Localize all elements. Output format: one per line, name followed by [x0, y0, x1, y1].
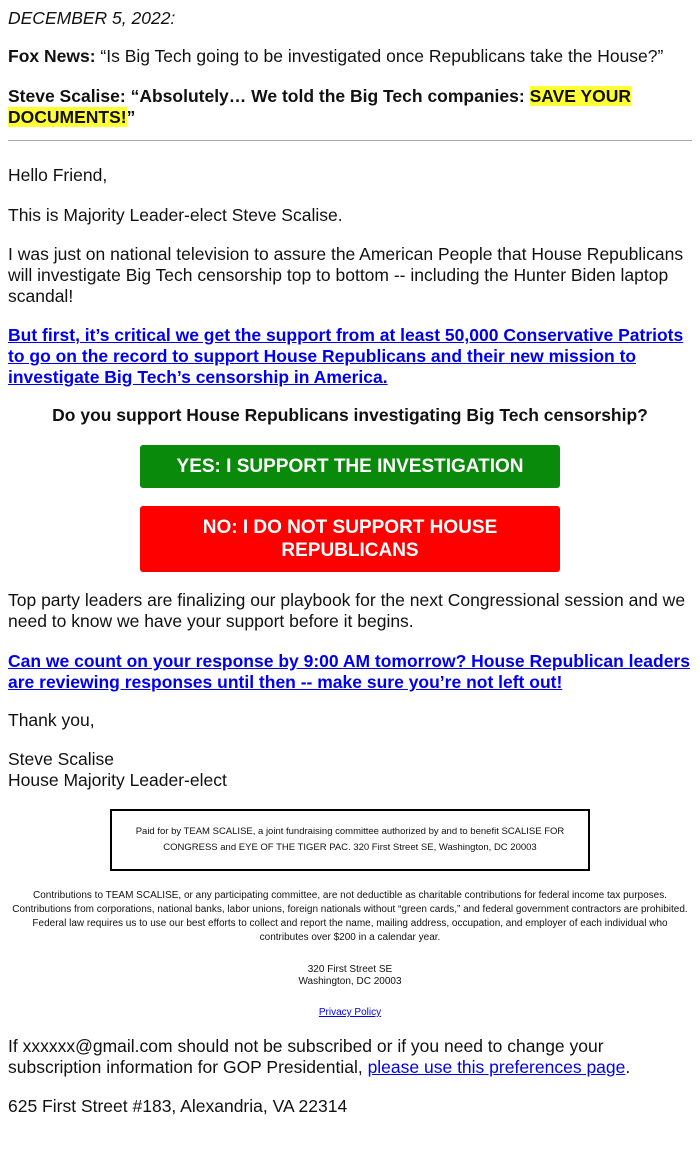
- fox-news-label: Fox News:: [8, 46, 96, 66]
- unsubscribe-text: [8, 1036, 692, 1078]
- preferences-link[interactable]: please use this preferences page: [367, 1057, 626, 1077]
- scalise-quote-text: Steve Scalise: “Absolutely… We told the Big Tech companies:: [8, 86, 530, 106]
- scalise-quote: [8, 86, 692, 128]
- fox-news-quote: [8, 46, 692, 67]
- deadline-link[interactable]: Can we count on your response by 9:00 AM tomorrow? House Republican leaders are reviewing responses until then -- make sure you’re not left out!: [8, 651, 690, 692]
- paid-for-text: Paid for by TEAM SCALISE, a joint fundraising committee authorized by and to benefit SCALISE FOR CONGRESS and EYE OF THE TIGER PAC. 320 First Street SE, Washington, DC 20003: [135, 826, 565, 853]
- thanks-text: Thank you,: [8, 710, 95, 730]
- address-line-2: Washington, DC 20003: [298, 976, 402, 987]
- save-documents-highlight: SAVE YOUR DOCUMENTS!: [8, 86, 632, 127]
- link-paragraph-support: [8, 325, 692, 388]
- greeting: Hello Friend,: [8, 165, 108, 185]
- address-line-1: 320 First Street SE: [307, 964, 393, 975]
- fox-news-question: “Is Big Tech going to be investigated once Republicans take the House?”: [95, 46, 664, 66]
- support-link[interactable]: But first, it’s critical we get the support from at least 50,000 Conservative Patriots to go on the record to support House Republicans and their new mission to investigate Big Tech’s censorship in America.: [8, 325, 684, 387]
- yes-button-label: YES: I SUPPORT THE INVESTIGATION: [176, 456, 524, 477]
- yes-support-button[interactable]: [140, 445, 560, 488]
- signature-name: Steve Scalise: [8, 749, 115, 769]
- no-button-label: NO: I DO NOT SUPPORT HOUSE REPUBLICANS: [202, 517, 498, 561]
- subscription-notice: If xxxxxx@gmail.com should not be subscribed or if you need to change your subscription information for GOP Presidential,: [8, 1036, 604, 1077]
- survey-question: Do you support House Republicans investigating Big Tech censorship?: [52, 405, 648, 425]
- paragraph-television: I was just on national television to assure the American People that House Republicans will investigate Big Tech censorship top to bottom -- including the Hunter Biden laptop scandal!: [8, 244, 684, 306]
- scalise-quote-end: ”: [126, 107, 136, 127]
- link-paragraph-deadline: [8, 651, 692, 693]
- paid-for-box: [110, 809, 590, 871]
- subscription-notice-end: .: [625, 1057, 631, 1077]
- contribution-disclaimer: Contributions to TEAM SCALISE, or any participating committee, are not deductible as charitable contributions for federal income tax purposes. Contributions from corporations, national banks, labor unions, foreign nationals without “green cards,” and federal government contractors are prohibited. Federal law requires us to use our best efforts to collect and report the name, mailing address, occupation, and employer of each individual who contributes over $200 in a calendar year.: [12, 890, 688, 943]
- email-date: DECEMBER 5, 2022:: [8, 8, 176, 28]
- committee-address: [8, 964, 692, 988]
- paragraph-playbook: Top party leaders are finalizing our playbook for the next Congressional session and we need to know we have your support before it begins.: [8, 590, 686, 631]
- signature-title: House Majority Leader-elect: [8, 770, 227, 790]
- no-support-button[interactable]: [140, 506, 560, 572]
- divider: [8, 140, 692, 141]
- intro-text: This is Majority Leader-elect Steve Scalise.: [8, 205, 343, 225]
- mailing-address: 625 First Street #183, Alexandria, VA 22314: [8, 1096, 348, 1116]
- privacy-row: [8, 1006, 692, 1020]
- privacy-policy-link[interactable]: Privacy Policy: [318, 1007, 382, 1018]
